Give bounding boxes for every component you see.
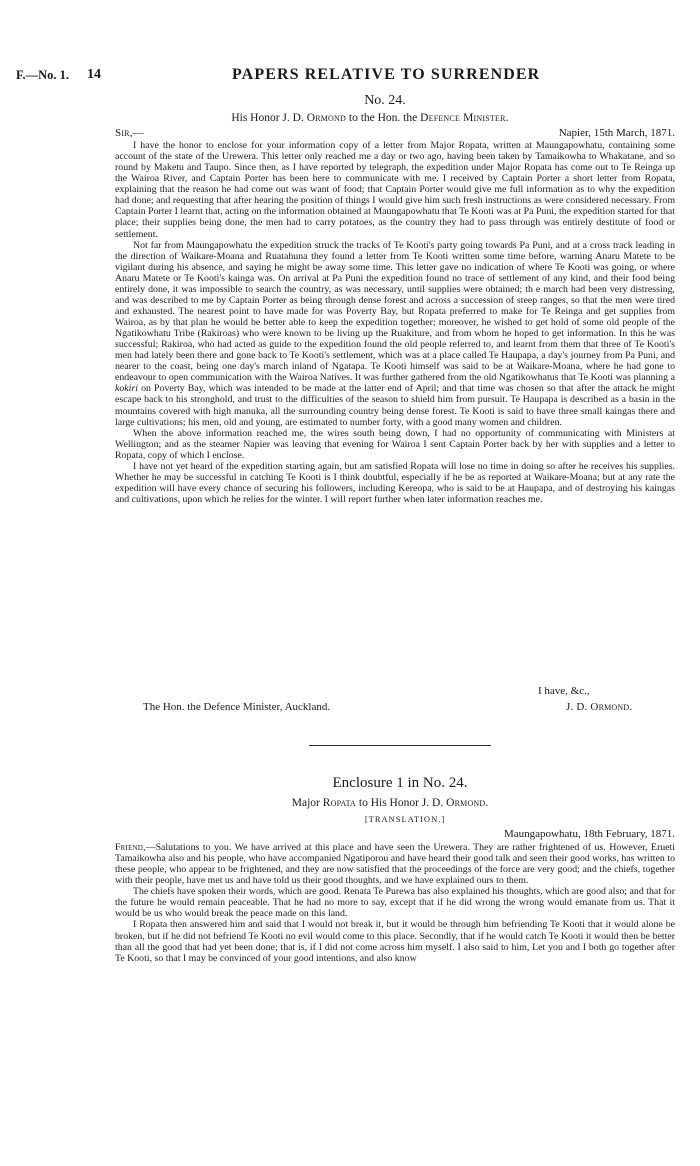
- enclosure-salutation: Friend,: [115, 842, 146, 853]
- salutation: Sir,—: [115, 127, 144, 139]
- enclosure-body: [115, 842, 675, 964]
- letter-place-date: Napier, 15th March, 1871.: [558, 127, 675, 139]
- recipient-title: Defence Minister.: [420, 112, 509, 124]
- addressee: The Hon. the Defence Minister, Auckland.: [143, 701, 331, 713]
- letter-paragraph: I have the honor to enclose for your information copy of a letter from Major Ropata, written at Maungapowhatu, containing some account of the state of the Urewera. This letter only reached me a day or two ago, having been taken by Tamaikowha to Whakatane, and so round by Maketu and Taupo. Since then, as I have reported by telegraph, the expedition under Major Ropata has come out to Te Reinga up the Wairoa River, and Captain Porter has been here to communicate with me. I received by Captain Porter a short letter from Ropata, explaining that the reason he had come out was want of food; that Captain Porter would give me full information as to why the expedition had done; and requesting that after hearing the position of things I would give him such fresh instructions as were considered necessary. From Captain Porter I learnt that, acting on the information obtained at Maungapowhatu that Te Kooti was at Pa Puni, the expedition started for that place; their supplies being done, the men had to carry potatoes, as the country they had to pass through was entirely destitute of food or settlement.: [115, 140, 675, 240]
- signature: J. D. Ormond.: [566, 701, 633, 713]
- enclosure-paragraph: The chiefs have spoken their words, which are good. Renata Te Purewa has also explained his thoughts, which are good also; and that for the future he would remain peaceable. That he had no more to say, except that if he did wrong the wrong would emanate from us. That it would be us who would break the peace made on this land.: [115, 886, 675, 920]
- page-title: PAPERS RELATIVE TO SURRENDER: [232, 66, 541, 83]
- running-header: [0, 68, 700, 84]
- letter-body: [115, 140, 675, 505]
- closing: I have, &c.,: [538, 685, 590, 697]
- page-number: 14: [87, 67, 101, 82]
- enclosure-place-date: Maungapowhatu, 18th February, 1871.: [504, 828, 675, 840]
- translation-note: [TRANSLATION.]: [364, 814, 446, 824]
- author-name: Ormond: [306, 112, 346, 124]
- section-divider: [309, 745, 491, 746]
- letter-paragraph: Not far from Maungapowhatu the expedition struck the tracks of Te Kooti's party going towards Pa Puni, and at a cross track leading in the direction of Waikare-Moana and Ruatahuna they found a letter from Te Kooti written some time before, warning Anaru Matete to be vigilant during his absence, and saying he might be away some time. This letter gave no indication of where Te Kooti was going, or where Anaru Matete or Te Kooti's kainga was. On arrival at Pa Puni the expedition found no trace of settlement of any kind, and their food being entirely done, it was impossible to search the country, as was necessary, until supplies were obtained; th e march had been very distressing, and was described to me by Captain Porter as being through dense forest and across a succession of steep ranges, so that the men were tired and exhausted. The nearest point to have made for was Poverty Bay, but Ropata preferred to make for Te Reinga and get supplies from Wairoa, as by that plan he would be better able to keep the expedition together; moreover, he wished to get hold of some old people of the Ngatikowhatu Tribe (Rakiroas) who were known to be living up the Ruakiture, and from whom he hoped to get information. In this he was successful; Rakiroa, who had acted as guide to the expedition found the old people referred to, and learnt from them that three of Te Kooti's men had lately been there and gone back to Te Kooti's settlement, which was at a place called Te Haupapa, a day's journey from Pa Puni, and nearer to the coast, being one day's march inland of Ngatapa. Te Kooti himself was said to be at Waikare-Moana, where he had gone to endeavour to open communication with the Wairoa Natives. It was further gathered from the old Ngatikowhatus that Te Kooti was planning a kokiri on Poverty Bay, which was intended to be made at the latter end of April; and that time was chosen so that after the attack he might escape back to his stronghold, and trust to the difficulties of the season to shield him from pursuit. Te Haupapa is described as a basin in the mountains covered with high manuka, all the surrounding country being dense forest. Te Kooti is said to have three small kaingas there and large cultivations; his men, old and young, are estimated to number forty, with a good many women and children.: [115, 239, 675, 428]
- letter-number: No. 24.: [364, 93, 406, 108]
- enclosure-paragraph: I Ropata then answered him and said that I would not break it, but it would be through him befriending Te Kooti that it would alone be broken, but if he did not befriend Te Kooti no evil would come to this place. Secondly, that if he would catch Te Kooti it would then be better than all the good that had yet been done; that is, if I did not come across him myself. I also said to him, Let you and I both go together after Te Kooti, so that I may be convinced of your good intentions, and also know: [115, 919, 675, 964]
- letter-paragraph: When the above information reached me, the wires south being down, I had no opportunity of communicating with Ministers at Wellington; and as the steamer Napier was leaving that evening for Wairoa I sent Captain Porter back by her with supplies and a letter to Ropata, copy of which I enclose.: [115, 427, 675, 461]
- enclosure-recipient: Ormond: [446, 797, 486, 809]
- enclosure-paragraph: Friend,—Salutations to you. We have arrived at this place and have seen the Urewera. They are rather frightened of us. However, Erueti Tamaikowha also and his people, who have accompanied Ngatiporou and have heard their good talk and seen their good works, has written to these people, who appear to be frightened, and they are now satisfied that the proceedings of the force are very good; and the chiefs, together with their people, have met us and have told us their good thoughts, and we have explained ours to them.: [115, 842, 675, 887]
- letter-caption: His Honor J. D. Ormond to the Hon. the Defence Minister.: [231, 112, 509, 124]
- enclosure-title: Enclosure 1 in No. 24.: [332, 775, 468, 791]
- enclosure-caption: Major Ropata to His Honor J. D. Ormond.: [291, 797, 489, 809]
- section-reference: F.—No. 1.: [16, 68, 70, 82]
- enclosure-author: Ropata: [322, 797, 356, 809]
- letter-paragraph: I have not yet heard of the expedition starting again, but am satisfied Ropata will lose no time in doing so after he receives his supplies. Whether he may be successful in catching Te Kooti is I think doubtful, especially if he be as reported at Waikare-Moana; but at any rate the expedition will have every chance of securing his followers, including Kereopa, who is said to be at Haupapa, and of destroying his kaingas and cultivations, upon which he relies for the winter. I will report further when later information reaches me.: [115, 460, 675, 505]
- kokiri-word: kokiri: [115, 383, 138, 395]
